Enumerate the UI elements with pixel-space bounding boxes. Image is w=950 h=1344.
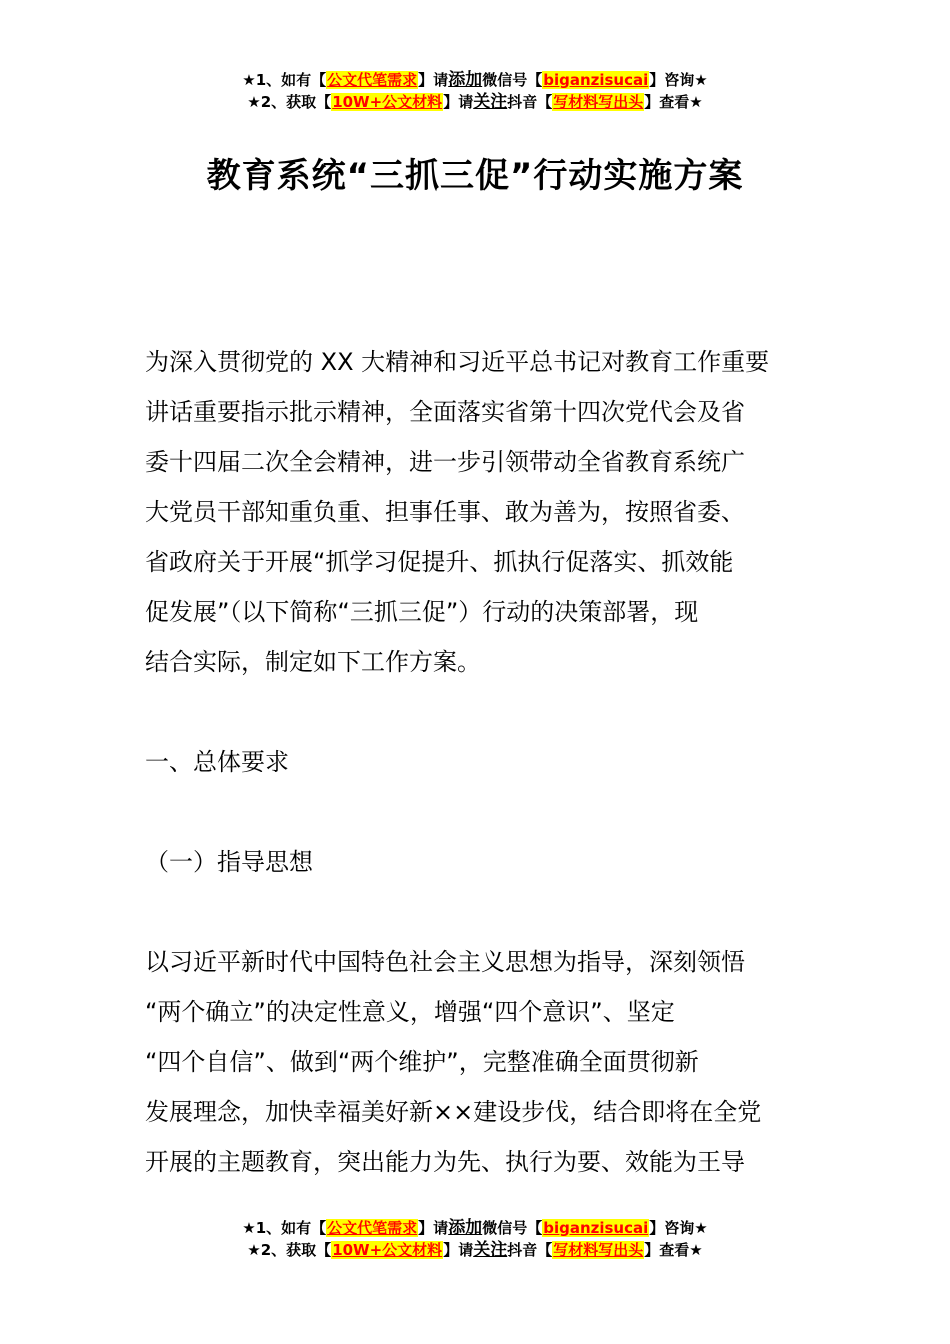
text-line: 促发展”（以下简称“三抓三促”）行动的决策部署，现 xyxy=(145,598,699,626)
promo-douyin-id: 写材料写出头 xyxy=(553,93,644,111)
text-line: 委十四届二次全会精神，进一步引领带动全省教育系统广 xyxy=(145,448,745,476)
promo-footer xyxy=(0,1217,950,1261)
paragraph-guiding-ideology xyxy=(145,937,810,1187)
subsection-heading-1: （一）指导思想 xyxy=(145,848,313,876)
promo-douyin-id: 写材料写出头 xyxy=(553,1241,644,1259)
text-line: 大党员干部知重负重、担事任事、敢为善为，按照省委、 xyxy=(145,498,745,526)
paragraph-intro xyxy=(145,337,810,687)
text-line: 省政府关于开展“抓学习促提升、抓执行促落实、抓效能 xyxy=(145,548,734,576)
text-line: “两个确立”的决定性意义，增强“四个意识”、坚定 xyxy=(145,998,675,1026)
text-line: 讲话重要指示批示精神，全面落实省第十四次党代会及省 xyxy=(145,398,745,426)
promo-highlight: 10W+公文材料 xyxy=(332,1241,443,1259)
text-line: 结合实际，制定如下工作方案。 xyxy=(145,648,481,676)
section-heading-1: 一、总体要求 xyxy=(145,748,289,776)
text-line: 发展理念，加快幸福美好新××建设步伐，结合即将在全党 xyxy=(145,1098,762,1126)
promo-highlight: 公文代笔需求 xyxy=(327,1219,418,1237)
text-line: “四个自信”、做到“两个维护”，完整准确全面贯彻新 xyxy=(145,1048,699,1076)
promo-wechat-id: biganzisucai xyxy=(543,71,649,89)
promo-line-2: ★2、获取【10W+公文材料】请关注抖音【写材料写出头】查看★ xyxy=(247,1240,703,1260)
promo-line-2: ★2、获取【10W+公文材料】请关注抖音【写材料写出头】查看★ xyxy=(247,92,703,112)
promo-line-1: ★1、如有【公文代笔需求】请添加微信号【biganzisucai】咨询★ xyxy=(242,70,708,90)
promo-highlight: 公文代笔需求 xyxy=(327,71,418,89)
text-line: 开展的主题教育，突出能力为先、执行为要、效能为王导 xyxy=(145,1148,745,1176)
document-title: 教育系统“三抓三促”行动实施方案 xyxy=(206,156,744,196)
promo-line-1: ★1、如有【公文代笔需求】请添加微信号【biganzisucai】咨询★ xyxy=(242,1218,708,1238)
promo-highlight: 10W+公文材料 xyxy=(332,93,443,111)
promo-wechat-id: biganzisucai xyxy=(543,1219,649,1237)
promo-header xyxy=(0,69,950,113)
text-line: 为深入贯彻党的 XX 大精神和习近平总书记对教育工作重要 xyxy=(145,348,770,376)
text-line: 以习近平新时代中国特色社会主义思想为指导，深刻领悟 xyxy=(145,948,745,976)
